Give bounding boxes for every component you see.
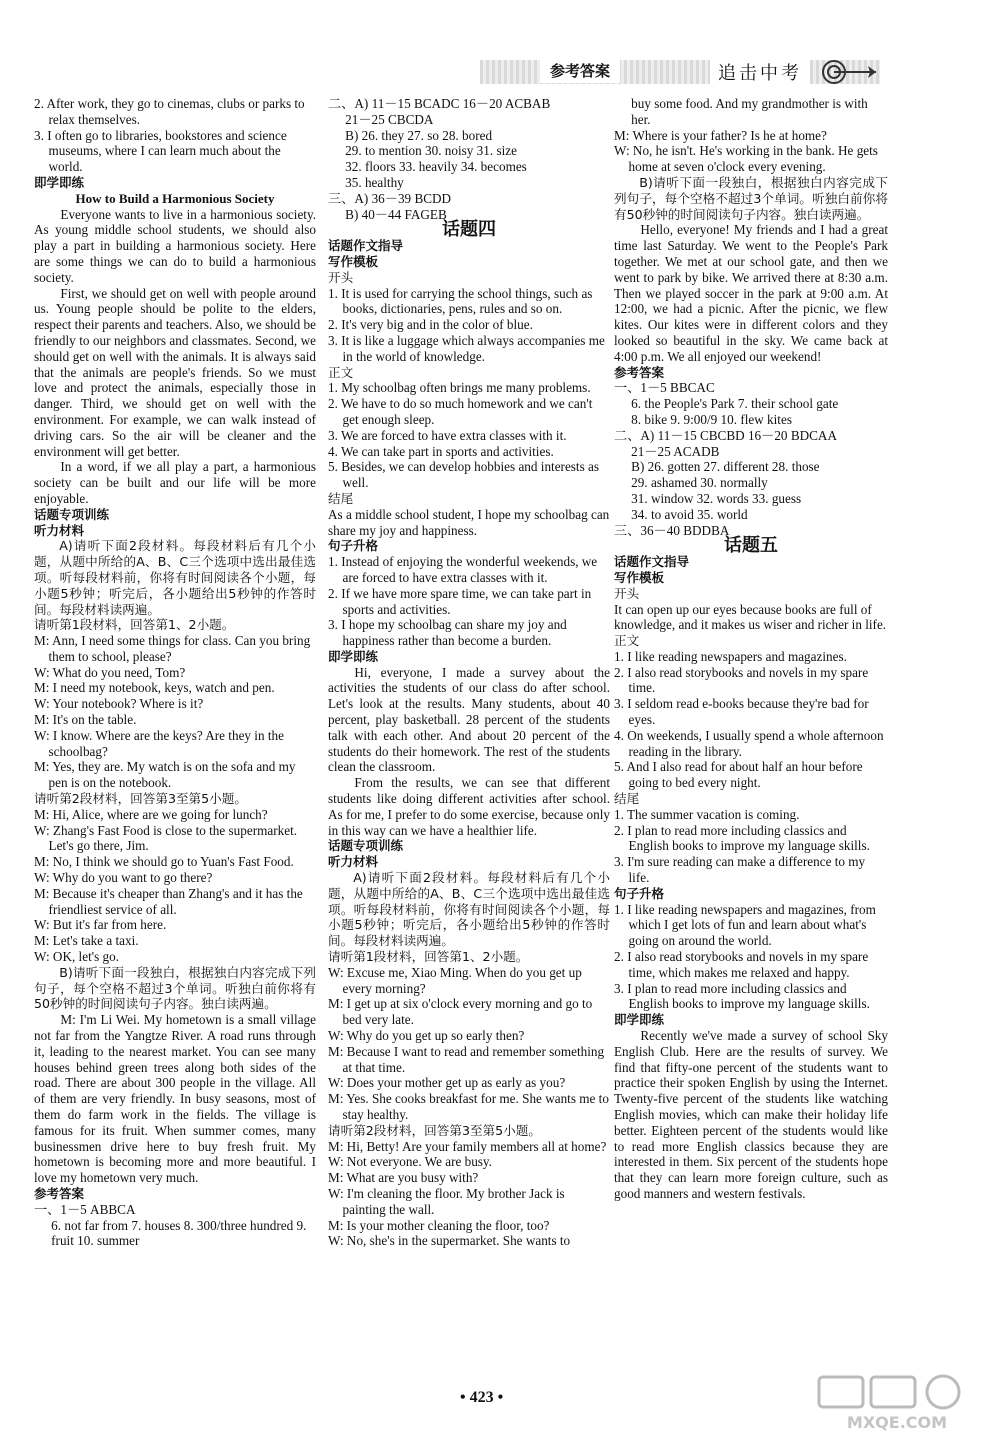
paragraph: Hello, everyone! My friends and I had a great time last Saturday. We went to the People's Park together. We met at our school gate, and then we went to park by bike. We arrived there at 8:30 a.m. Then we played soccer in the park at 9:00 a.m. At 12:00, we had a picnic. After the picnic, we flew kites. Our kites were in different colors and they looked so beautiful in the sky. We came back at 4:00 p.m. We all enjoyed our weekend! xyxy=(614,222,888,364)
numbered-line: W: What do you need, Tom? xyxy=(34,664,186,680)
numbered-line: W: No, she's in the supermarket. She wants to xyxy=(328,1233,571,1249)
answer-line: B) 26. they 27. so 28. bored xyxy=(345,127,493,143)
numbered-line: M: Yes. She cooks breakfast for me. She wants me to stay healthy. xyxy=(328,1091,609,1122)
paragraph: A)请听下面2段材料。每段材料后有几个小题，从题中所给的A、B、C三个选项中选出最佳选项。听每段材料前，你将有时间阅读各个小题，每小题5秒钟；听完后，各小题给出5秒钟的作答时间。每段材料读两遍。 xyxy=(34,538,316,617)
answer-line: 31. window 32. words 33. guess xyxy=(631,490,802,506)
section-heading: 即学即练 xyxy=(34,174,85,190)
text-line: 请听第1段材料，回答第1、2小题。 xyxy=(34,617,235,633)
paragraph: M: I'm Li Wei. My hometown is a small village not far from the Yangtze River. A road runs through it, leading to the nearest market. You can see many houses behind green trees along both sides of the road. There are about 300 people in the village. All of them are very friendly. In busy seasons, most of them do farm work in the fields. The village is famous for its fruit. When summer comes, many businessmen drive here to buy fresh fruit. My hometown is becoming more and more beautiful. I love my hometown very much. xyxy=(34,1012,316,1186)
header-section-label: 参考答案 xyxy=(540,58,620,83)
numbered-line: M: Let's take a taxi. xyxy=(34,933,139,949)
numbered-line: 3. I often go to libraries, bookstores and science museums, where I can learn much about the world. xyxy=(34,127,287,175)
numbered-line: M: Hi, Betty! Are your family members all at home? xyxy=(328,1138,607,1154)
page-header xyxy=(480,58,880,86)
text-line: 开头 xyxy=(614,585,640,601)
answer-line: 8. bike 9. 9:00/9 10. flew kites xyxy=(631,411,792,427)
essay-title: How to Build a Harmonious Society xyxy=(75,190,275,206)
text-line: 请听第2段材料，回答第3至第5小题。 xyxy=(34,791,247,807)
numbered-line: 4. We can take part in sports and activities. xyxy=(328,443,554,459)
numbered-line: W: Why do you want to go there? xyxy=(34,870,213,886)
text-line: 开头 xyxy=(328,269,354,285)
numbered-line: 1. The summer vacation is coming. xyxy=(614,806,800,822)
text-line: 三、A) 36－39 BCDD xyxy=(328,190,452,206)
numbered-line: W: No, he isn't. He's working in the bank. He gets home at seven o'clock every evening. xyxy=(614,143,878,175)
text-line: 三、36－40 BDDBA xyxy=(614,522,730,538)
numbered-line: M: Is your mother cleaning the floor, too? xyxy=(328,1217,550,1233)
numbered-line: 2. I plan to read more including classics and English books to improve my language skills. xyxy=(614,822,870,854)
numbered-line: W: Not everyone. We are busy. xyxy=(328,1154,492,1170)
text-line: 正文 xyxy=(328,364,354,380)
answer-line: 29. ashamed 30. normally xyxy=(631,475,768,491)
numbered-line: 3. It is like a luggage which always accompanies me in the world of knowledge. xyxy=(328,332,605,364)
numbered-line: 3. I'm sure reading can make a difference to my life. xyxy=(614,854,866,886)
numbered-line: M: Yes, they are. My watch is on the sofa and my pen is on the notebook. xyxy=(34,759,296,791)
answer-line: 29. to mention 30. noisy 31. size xyxy=(345,143,517,159)
section-heading: 参考答案 xyxy=(614,364,665,380)
section-heading: 即学即练 xyxy=(614,1012,665,1028)
numbered-line: M: It's on the table. xyxy=(34,712,137,728)
paragraph: Recently we've made a survey of school Sky English Club. Here are the results of survey. We find that fifty-one percent of the students want to practice their spoken English by using the Internet. Twenty-five percent of the students like watching English movies, which can make their holiday life better. Eighteen percent of the students would like to read more English classics because they are interested in them. Six percent of the students hope that they can learn more foreign culture, such as good manners and western festivals. xyxy=(614,1028,888,1201)
column-middle xyxy=(328,96,610,1249)
answer-line: 35. healthy xyxy=(345,174,404,190)
section-heading: 话题作文指导 xyxy=(614,554,690,570)
text-line: 一、1－5 BBCAC xyxy=(614,380,715,396)
paragraph: B)请听下面一段独白，根据独白内容完成下列句子，每个空格不超过3个单词。听独白前你将有50秒钟的时间阅读句子内容。独白读两遍。 xyxy=(34,964,316,1012)
text-line: 一、1－5 ABBCA xyxy=(34,1201,136,1217)
section-heading: 参考答案 xyxy=(34,1185,85,1201)
section-heading: 话题专项训练 xyxy=(328,838,404,854)
paragraph: A)请听下面2段材料。每段材料后有几个小题，从题中所给的A、B、C三个选项中选出最佳选项。听每段材料前，你将有时间阅读各个小题，每小题5秒钟；听完后，各小题给出5秒钟的作答时间。每段材料读两遍。 xyxy=(328,870,610,949)
section-heading: 即学即练 xyxy=(328,648,379,664)
answer-line: buy some food. And my grandmother is with her. xyxy=(631,96,868,127)
numbered-line: W: Zhang's Fast Food is close to the supermarket. Let's go there, Jim. xyxy=(34,822,298,854)
text-line: 请听第2段材料，回答第3至第5小题。 xyxy=(328,1122,541,1138)
numbered-line: 2. I also read storybooks and novels in my spare time, which makes me relaxed and happy. xyxy=(614,949,869,980)
text-line: 正文 xyxy=(614,633,640,649)
paragraph: Hi, everyone, I made a survey about the activities the students of our class do after school. Let's look at the results. Many students, about 40 percent, play basketball. 28 percent of the students talk with each other. And about 20 percent of the students do their homework. The rest of the students clean the classroom. xyxy=(328,664,610,775)
target-arrow-icon xyxy=(820,58,880,86)
numbered-line: 1. It is used for carrying the school things, such as books, dictionaries, pens, rules and so on. xyxy=(328,285,593,317)
numbered-line: M: Because it's cheaper than Zhang's and it has the friendliest service of all. xyxy=(34,885,303,917)
numbered-line: M: What are you busy with? xyxy=(328,1170,479,1186)
section-heading: 写作模板 xyxy=(328,253,379,269)
answer-line: 6. not far from 7. houses 8. 300/three hundred 9. fruit 10. summer xyxy=(51,1217,307,1249)
numbered-line: 3. I seldom read e-books because they're bad for eyes. xyxy=(614,696,869,728)
numbered-line: 4. On weekends, I usually spend a whole afternoon reading in the library. xyxy=(614,727,884,759)
watermark-logo xyxy=(815,1373,980,1433)
section-heading: 话题专项训练 xyxy=(34,506,110,522)
numbered-line: W: Does your mother get up as early as you? xyxy=(328,1075,566,1091)
paragraph: From the results, we can see that different students like doing different activities after school. As for me, I prefer to do some exercise, because only in this way can we have a healthier life. xyxy=(328,775,610,838)
section-heading: 听力材料 xyxy=(328,854,379,870)
topic-title: 话题四 xyxy=(442,219,496,241)
numbered-line: 2. We have to do so much homework and we can't get enough sleep. xyxy=(328,396,593,427)
numbered-line: M: Ann, I need some things for class. Can you bring them to school, please? xyxy=(34,633,311,664)
section-heading: 句子升格 xyxy=(328,538,379,554)
numbered-line: 1. My schoolbag often brings me many problems. xyxy=(328,380,591,396)
numbered-line: 2. It's very big and in the color of blue. xyxy=(328,317,533,333)
numbered-line: 3. I plan to read more including classics and English books to improve my language skills. xyxy=(614,980,870,1012)
answer-line: B) 40－44 FAGEB xyxy=(345,206,447,222)
numbered-line: M: No, I think we should go to Yuan's Fast Food. xyxy=(34,854,294,870)
numbered-line: M: Hi, Alice, where are we going for lunch? xyxy=(34,806,268,822)
text-line: 二、A) 11－15 CBCBD 16－20 BDCAA xyxy=(614,427,837,443)
section-heading: 话题作文指导 xyxy=(328,238,404,254)
numbered-line: W: I'm cleaning the floor. My brother Jack is painting the wall. xyxy=(328,1185,565,1217)
paragraph: B)请听下面一段独白，根据独白内容完成下列句子，每个空格不超过3个单词。听独白前你将有50秒钟的时间阅读句子内容。独白读两遍。 xyxy=(614,174,888,222)
text-line: 结尾 xyxy=(614,791,640,807)
column-left xyxy=(34,96,316,1249)
text-line: 请听第1段材料，回答第1、2小题。 xyxy=(328,949,529,965)
answer-line: 21－25 CBCDA xyxy=(345,111,434,127)
numbered-line: M: I need my notebook, keys, watch and pen. xyxy=(34,680,275,696)
paragraph: In a word, if we all play a part, a harmonious society can be built and our life will be more enjoyable. xyxy=(34,459,316,506)
numbered-line: W: Excuse me, Xiao Ming. When do you get up every morning? xyxy=(328,964,582,996)
section-heading: 句子升格 xyxy=(614,885,665,901)
watermark-text: MXQE.COM xyxy=(846,1413,948,1432)
text-line: As a middle school student, I hope my schoolbag can share my joy and happiness. xyxy=(328,506,610,538)
numbered-line: M: Where is your father? Is he at home? xyxy=(614,127,827,143)
answer-line: 21－25 ACADB xyxy=(631,443,720,459)
topic-title: 话题五 xyxy=(724,535,778,557)
answer-line: 32. floors 33. heavily 34. becomes xyxy=(345,159,527,175)
section-heading: 听力材料 xyxy=(34,522,85,538)
paragraph: First, we should get on well with people around us. Young people should be polite to the elders, respect their parents and teachers. Also, we should be friendly to our neighbors and classmates. Second, we should get on well with the animals. It is always said that the animals are people's friends. So we must love and protect the animals, especially those in danger. Third, we should get on well with the environment. For example, we can walk instead of driving cars. So the air will be cleaner and the environment will get better. xyxy=(34,285,316,459)
numbered-line: 2. I also read storybooks and novels in my spare time. xyxy=(614,664,869,696)
numbered-line: 1. Instead of enjoying the wonderful weekends, we are forced to have extra classes with it. xyxy=(328,554,598,585)
numbered-line: W: Your notebook? Where is it? xyxy=(34,696,204,712)
text-line: 二、A) 11－15 BCADC 16－20 ACBAB xyxy=(328,96,551,111)
answer-line: B) 26. gotten 27. different 28. those xyxy=(631,459,820,475)
numbered-line: 3. I hope my schoolbag can share my joy and happiness rather than become a burden. xyxy=(328,617,567,649)
numbered-line: M: Because I want to read and remember something at that time. xyxy=(328,1043,605,1075)
answer-line: 6. the People's Park 7. their school gate xyxy=(631,396,839,412)
numbered-line: 2. If we have more spare time, we can take part in sports and activities. xyxy=(328,585,592,617)
numbered-line: 1. I like reading newspapers and magazines. xyxy=(614,648,847,664)
section-heading: 写作模板 xyxy=(614,569,665,585)
numbered-line: 1. I like reading newspapers and magazines, from which I get lots of fun and learn about what's going on around the world. xyxy=(614,901,876,949)
numbered-line: W: But it's far from here. xyxy=(34,917,167,933)
numbered-line: 3. We are forced to have extra classes with it. xyxy=(328,427,567,443)
numbered-line: W: OK, let's go. xyxy=(34,949,120,965)
text-line: It can open up our eyes because books are full of knowledge, and it makes us wiser and richer in life. xyxy=(614,601,887,633)
numbered-line: 5. And I also read for about half an hour before going to bed every night. xyxy=(614,759,863,791)
answer-line: 34. to avoid 35. world xyxy=(631,506,748,522)
numbered-line: 5. Besides, we can develop hobbies and interests as well. xyxy=(328,459,600,491)
numbered-line: M: I get up at six o'clock every morning and go to bed very late. xyxy=(328,996,593,1028)
column-right xyxy=(614,96,888,1202)
page-number: • 423 • xyxy=(460,1389,504,1406)
numbered-line: W: Why do you get up so early then? xyxy=(328,1028,525,1044)
paragraph: Everyone wants to live in a harmonious society. As young middle school students, we should also play a part in building a harmonious society. Here are some things we can do to build a harmonious society. xyxy=(34,206,316,285)
numbered-line: W: I know. Where are the keys? Are they in the schoolbag? xyxy=(34,727,284,759)
numbered-line: 2. After work, they go to cinemas, clubs or parks to relax themselves. xyxy=(34,96,305,127)
header-book-title: 追击中考 xyxy=(710,58,810,86)
text-line: 结尾 xyxy=(328,490,354,506)
